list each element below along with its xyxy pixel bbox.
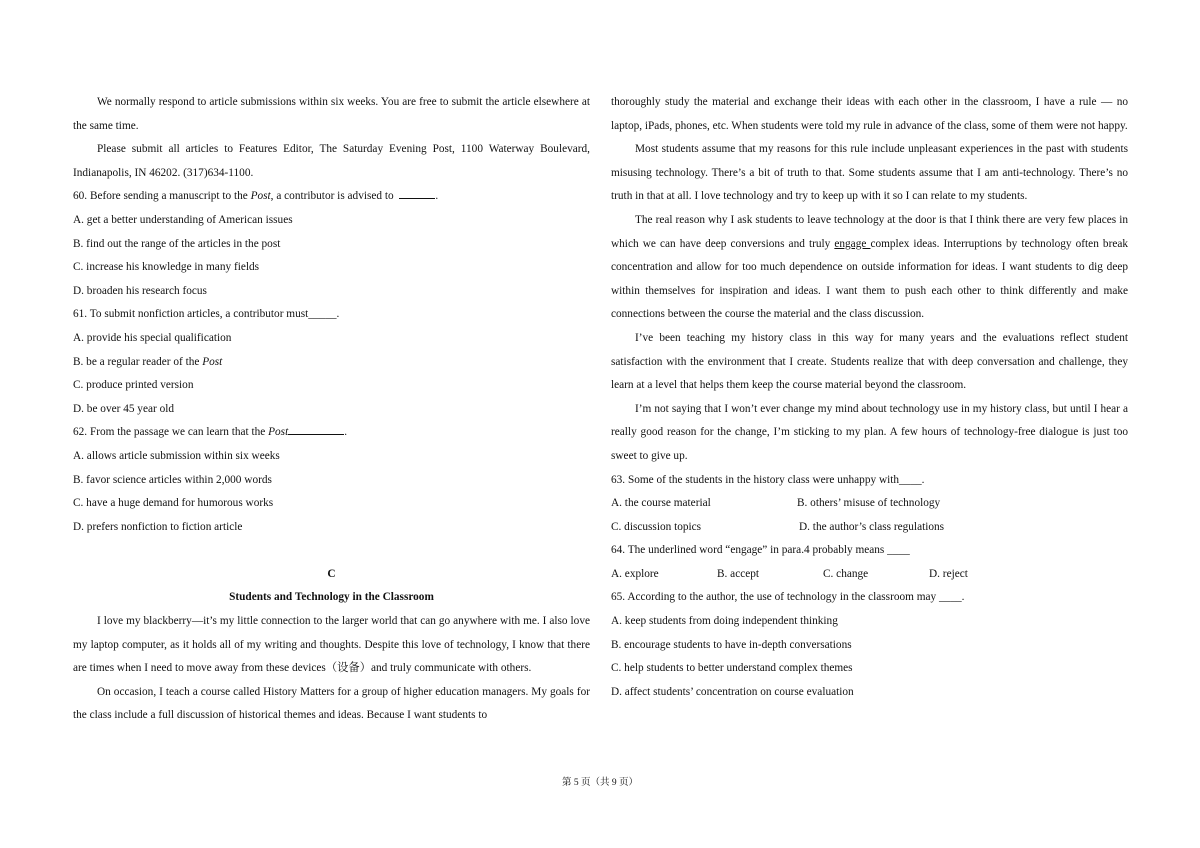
question-63-stem: 63. Some of the students in the history class were unhappy with____.	[611, 473, 925, 486]
option: C. help students to better understand complex themes	[611, 662, 853, 675]
left-column	[73, 91, 590, 728]
option: B. favor science articles within 2,000 words	[73, 473, 272, 486]
option: B. accept	[717, 567, 760, 580]
answer-blank	[288, 422, 344, 435]
option: A. allows article submission within six weeks	[73, 449, 280, 462]
paragraph: thoroughly study the material and exchange their ideas with each other in the classroom, I have a rule — no laptop, iPads, phones, etc. When students were told my rule in advance of the class, some of them were not happy.	[611, 96, 1128, 132]
question-62-stem: 62. From the passage we can learn that the Post .	[73, 421, 590, 445]
option-row	[611, 492, 1128, 516]
paragraph: I’m not saying that I won’t ever change my mind about technology use in my history class, but until I hear a really good reason for the change, I’m sticking to my plan. A few hours of technology-free dialogue is just too sweet to give up.	[611, 402, 1128, 462]
option: A. provide his special qualification	[73, 331, 232, 344]
underlined-word: engage	[834, 237, 871, 250]
option: A. keep students from doing independent thinking	[611, 615, 838, 628]
paragraph: On occasion, I teach a course called History Matters for a group of higher education managers. My goals for the class include a full discussion of historical themes and ideas. Because I want students to	[73, 685, 590, 722]
option: A. get a better understanding of American issues	[73, 213, 293, 226]
option: B. encourage students to have in-depth conversations	[611, 638, 852, 651]
option: B. others’ misuse of technology	[797, 497, 941, 510]
question-61-stem: 61. To submit nonfiction articles, a contributor must_____.	[73, 308, 340, 321]
paragraph: We normally respond to article submissions within six weeks. You are free to submit the article elsewhere at the same time.	[73, 96, 590, 132]
question-65-stem: 65. According to the author, the use of technology in the classroom may ____.	[611, 591, 965, 604]
option: C. change	[823, 567, 869, 580]
question-60-stem: 60. Before sending a manuscript to the Post, a contributor is advised to .	[73, 185, 590, 209]
option: B. be a regular reader of the Post	[73, 355, 223, 368]
option: B. find out the range of the articles in the post	[73, 237, 281, 250]
paragraph: The real reason why I ask students to leave technology at the door is that I think there are very few places in which we can have deep conversions and truly engage complex ideas. Interruptions by technology often break concentration and allow for too much dependence on outside information for ideas. I want students to dig deep within themselves for inspiration and ideas. I want them to push each other to think differently and make connections between the course the material and the class discussion.	[611, 213, 1129, 321]
option: A. explore	[611, 567, 659, 580]
spacer	[73, 539, 590, 563]
option: C. discussion topics	[611, 520, 702, 533]
paragraph: I’ve been teaching my history class in this way for many years and the evaluations reflect student satisfaction with the environment that I create. Students realize that with deep conversation and challenge, they learn at a level that helps them keep the course material beyond the classroom.	[611, 331, 1128, 392]
option: D. the author’s class regulations	[799, 520, 945, 533]
option-row	[611, 516, 1128, 540]
option: D. be over 45 year old	[73, 402, 175, 415]
option: D. affect students’ concentration on course evaluation	[611, 685, 854, 698]
option: C. produce printed version	[73, 379, 194, 392]
paragraph: I love my blackberry—it’s my little connection to the larger world that can go anywhere with me. I also love my laptop computer, as it holds all of my writing and thoughts. Despite this love of technology, I know that there are times when I need to move away from these devices（设备）and truly communicate with others.	[73, 615, 590, 675]
question-64-stem: 64. The underlined word “engage” in para.4 probably means ____	[611, 544, 910, 557]
paragraph: Please submit all articles to Features Editor, The Saturday Evening Post, 1100 Waterway Boulevard, Indianapolis, IN 46202. (317)634-1100.	[73, 143, 590, 179]
option: C. increase his knowledge in many fields	[73, 261, 260, 274]
option: A. the course material	[611, 497, 711, 510]
option: D. prefers nonfiction to fiction article	[73, 520, 243, 533]
option: D. broaden his research focus	[73, 284, 207, 297]
article-title: Students and Technology in the Classroom	[229, 591, 434, 604]
right-column	[611, 91, 1128, 704]
page-number: 第 5 页（共 9 页）	[561, 778, 638, 788]
option-row	[611, 563, 1128, 587]
option: C. have a huge demand for humorous works	[73, 497, 274, 510]
section-letter: C	[327, 567, 336, 580]
option: D. reject	[929, 567, 968, 580]
paragraph: Most students assume that my reasons for this rule include unpleasant experiences in the past with students misusing technology. There’s a bit of truth to that. Some students assume that I am anti-technology. There’s no truth in that at all. I love technology and try to keep up with it so I can relate to my students.	[611, 143, 1128, 203]
answer-blank	[399, 186, 435, 199]
